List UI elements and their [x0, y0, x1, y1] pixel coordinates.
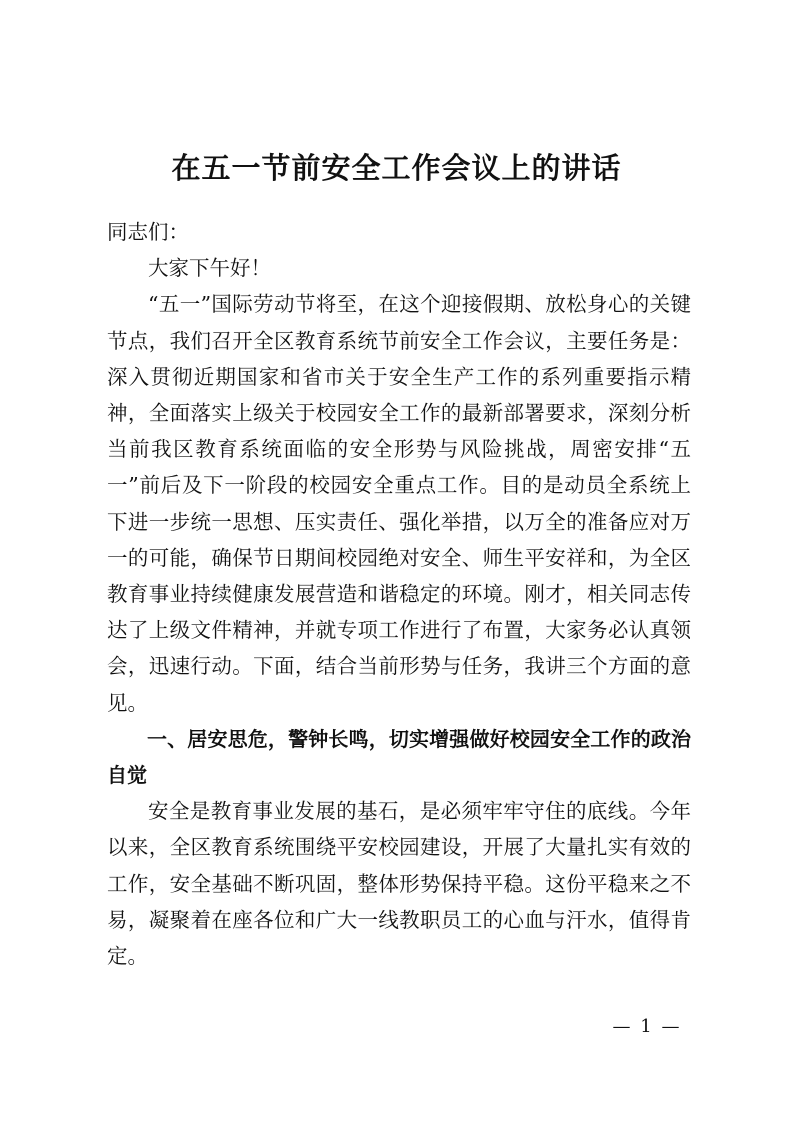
greeting: 大家下午好！ — [148, 256, 271, 281]
document-body — [107, 214, 691, 974]
section-paragraph: 安全是教育事业发展的基石，是必须牢牢守住的底线。今年以来，全区教育系统围绕平安校园建设，开展了大量扎实有效的工作，安全基础不断巩固，整体形势保持平稳。这份平稳来之不易，凝聚着在座各位和广大一线教职员工的心血与汗水，值得肯定。 — [107, 799, 691, 969]
intro-paragraph: “五一”国际劳动节将至，在这个迎接假期、放松身心的关键节点，我们召开全区教育系统节前安全工作会议，主要任务是：深入贯彻近期国家和省市关于安全生产工作的系列重要指示精神，全面落实上级关于校园安全工作的最新部署要求，深刻分析当前我区教育系统面临的安全形势与风险挑战，周密安排“五一”前后及下一阶段的校园安全重点工作。目的是动员全系统上下进一步统一思想、压实责任、强化举措，以万全的准备应对万一的可能，确保节日期间校园绝对安全、师生平安祥和，为全区教育事业持续健康发展营造和谐稳定的环境。刚才，相关同志传达了上级文件精神，并就专项工作进行了布置，大家务必认真领会，迅速行动。下面，结合当前形势与任务，我讲三个方面的意见。 — [107, 292, 691, 715]
page-number: — 1 — — [612, 1016, 682, 1037]
section-heading: 一、居安思危，警钟长鸣，切实增强做好校园安全工作的政治自觉 — [107, 726, 691, 788]
salutation: 同志们： — [107, 220, 189, 244]
document-title: 在五一节前安全工作会议上的讲话 — [171, 151, 622, 185]
